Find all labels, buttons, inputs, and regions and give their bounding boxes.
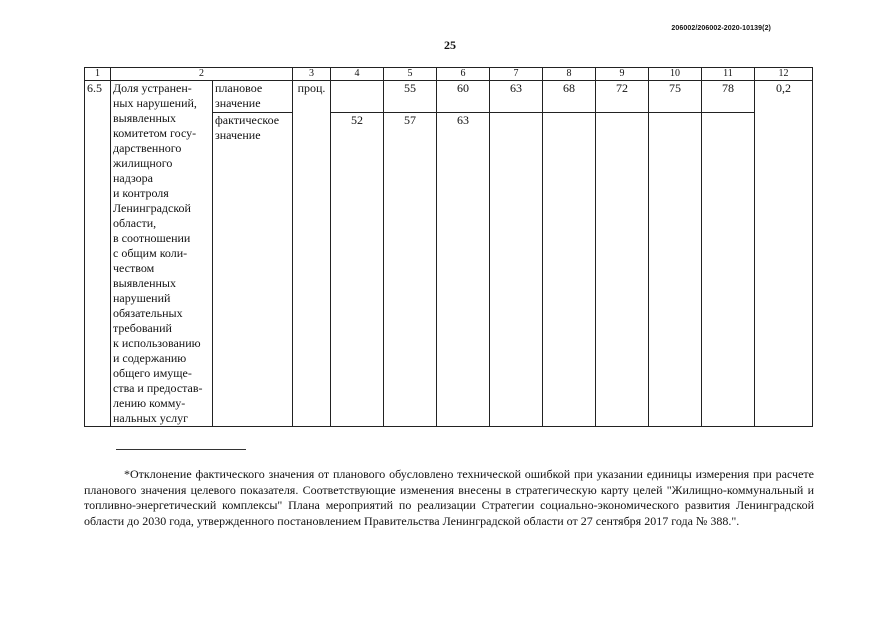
plan-value-label: плановое значение xyxy=(213,81,293,113)
column-number: 4 xyxy=(331,68,384,81)
column-number: 8 xyxy=(543,68,596,81)
plan-value-cell: 78 xyxy=(702,81,755,113)
page-number: 25 xyxy=(444,38,456,52)
weight-cell: 0,2 xyxy=(755,81,813,427)
row-number: 6.5 xyxy=(85,81,111,427)
column-number: 1 xyxy=(85,68,111,81)
fact-value-cell xyxy=(649,112,702,426)
unit-cell: проц. xyxy=(293,81,331,427)
plan-row xyxy=(85,81,813,113)
column-number: 12 xyxy=(755,68,813,81)
fact-value-cell: 52 xyxy=(331,112,384,426)
footnote-separator xyxy=(116,449,246,450)
column-number: 9 xyxy=(596,68,649,81)
plan-value-cell: 55 xyxy=(384,81,437,113)
indicator-description: Доля устранен- ных нарушений, выявленных комитетом госу- дарственного жилищного надзора и контроля Ленинградской области, в соотношении с общим коли- чеством выявленных нарушений обязательных требований к использованию и содержанию общего имуще- ства и предостав- лению комму- нальных услуг xyxy=(111,81,213,427)
column-number: 7 xyxy=(490,68,543,81)
plan-value-cell: 75 xyxy=(649,81,702,113)
fact-value-cell xyxy=(543,112,596,426)
footnote xyxy=(84,467,814,529)
column-number: 11 xyxy=(702,68,755,81)
indicator-table xyxy=(84,67,813,427)
fact-value-cell xyxy=(490,112,543,426)
fact-value-cell: 63 xyxy=(437,112,490,426)
fact-value-cell xyxy=(596,112,649,426)
column-number-row xyxy=(85,68,813,81)
plan-value-cell: 72 xyxy=(596,81,649,113)
plan-value-cell: 63 xyxy=(490,81,543,113)
plan-value-cell: 60 xyxy=(437,81,490,113)
plan-value-cell xyxy=(331,81,384,113)
column-number: 5 xyxy=(384,68,437,81)
plan-value-cell: 68 xyxy=(543,81,596,113)
column-number: 6 xyxy=(437,68,490,81)
footnote-text: *Отклонение фактического значения от планового обусловлено технической ошибкой при указании единицы измерения при расчете планового значения целевого показателя. Соответствующие изменения внесены в стратегическую карту целей "Жилищно-коммунальный и топливно-энергетический комплексы" Плана мероприятий по реализации Стратегии социально-экономического развития Ленинградской области до 2030 года, утвержденного постановлением Правительства Ленинградской области от 27 сентября 2017 года № 388.". xyxy=(84,467,814,528)
fact-value-label: фактическое значение xyxy=(213,112,293,426)
fact-value-cell: 57 xyxy=(384,112,437,426)
document-id: 206002/206002-2020-10139(2) xyxy=(671,25,771,32)
column-number: 3 xyxy=(293,68,331,81)
fact-value-cell xyxy=(702,112,755,426)
column-number: 10 xyxy=(649,68,702,81)
column-number: 2 xyxy=(111,68,293,81)
